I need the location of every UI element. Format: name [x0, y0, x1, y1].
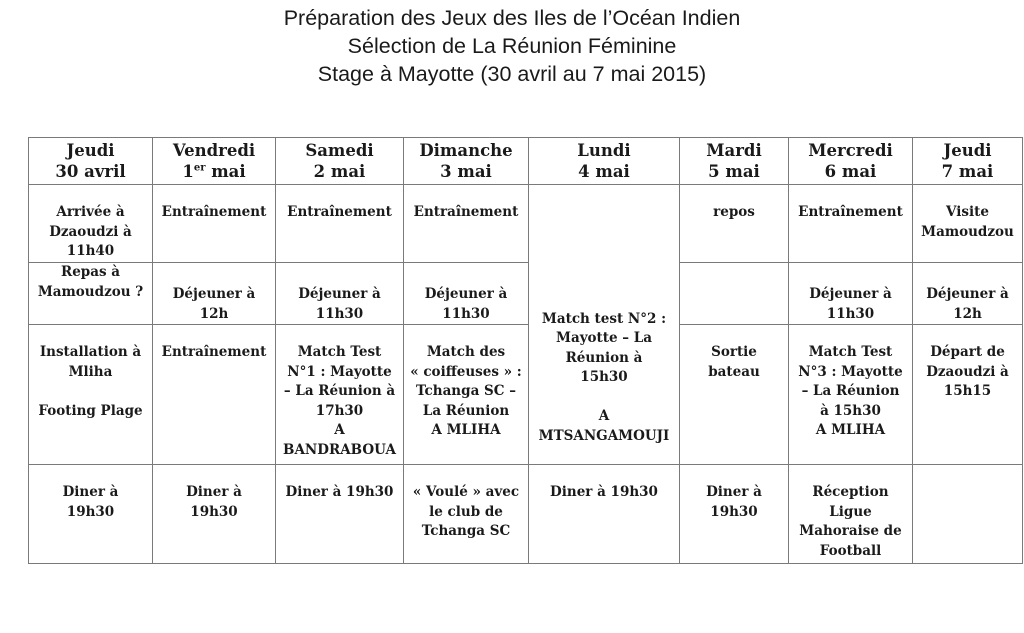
evening-row: [29, 465, 1023, 564]
cell-morning-mercredi6: Entraînement: [789, 185, 913, 263]
header-jeudi-7: Jeudi 7 mai: [913, 138, 1023, 185]
title-line-3: Stage à Mayotte (30 avril au 7 mai 2015): [317, 62, 707, 86]
cell-lunch-mercredi6: Déjeuner à 11h30: [789, 263, 913, 325]
cell-lunch-mardi5: [680, 263, 789, 325]
cell-evening-mardi5: Diner à 19h30: [680, 465, 789, 564]
title-line-2: Sélection de La Réunion Féminine: [347, 34, 677, 58]
header-lundi-4: Lundi 4 mai: [529, 138, 680, 185]
cell-evening-jeudi30: Diner à 19h30: [29, 465, 153, 564]
header-mardi-5: Mardi 5 mai: [680, 138, 789, 185]
cell-morning-jeudi30: Arrivée à Dzaoudzi à 11h40: [29, 185, 153, 263]
cell-evening-lundi4: Diner à 19h30: [529, 465, 680, 564]
cell-morning-jeudi7: Visite Mamoudzou: [913, 185, 1023, 263]
cell-afternoon-mercredi6: Match Test N°3 : Mayotte – La Réunion à 15h30 A MLIHA: [789, 325, 913, 465]
cell-lunch-jeudi30: Repas à Mamoudzou ?: [29, 263, 153, 325]
header-vendredi-1: Vendredi 1er mai: [153, 138, 276, 185]
cell-morning-vendredi1: Entraînement: [153, 185, 276, 263]
header-samedi-2: Samedi 2 mai: [276, 138, 404, 185]
cell-morning-mardi5: repos: [680, 185, 789, 263]
title-line-1: Préparation des Jeux des Iles de l’Océan Indien: [283, 6, 741, 30]
cell-lunch-jeudi7: Déjeuner à 12h: [913, 263, 1023, 325]
cell-morning-dimanche3: Entraînement: [404, 185, 529, 263]
morning-row: [29, 185, 1023, 263]
header-dimanche-3: Dimanche 3 mai: [404, 138, 529, 185]
cell-evening-mercredi6: Réception Ligue Mahoraise de Football: [789, 465, 913, 564]
afternoon-row: [29, 325, 1023, 465]
header-row: [29, 138, 1023, 185]
cell-evening-samedi2: Diner à 19h30: [276, 465, 404, 564]
cell-lunch-samedi2: Déjeuner à 11h30: [276, 263, 404, 325]
cell-afternoon-dimanche3: Match des « coiffeuses » : Tchanga SC – La Réunion A MLIHA: [404, 325, 529, 465]
cell-evening-jeudi7: [913, 465, 1023, 564]
cell-evening-dimanche3: « Voulé » avec le club de Tchanga SC: [404, 465, 529, 564]
header-mercredi-6: Mercredi 6 mai: [789, 138, 913, 185]
cell-afternoon-vendredi1: Entraînement: [153, 325, 276, 465]
cell-lunch-dimanche3: Déjeuner à 11h30: [404, 263, 529, 325]
schedule-table: [28, 137, 1023, 564]
cell-afternoon-jeudi7: Départ de Dzaoudzi à 15h15: [913, 325, 1023, 465]
cell-afternoon-mardi5: Sortie bateau: [680, 325, 789, 465]
cell-morning-samedi2: Entraînement: [276, 185, 404, 263]
cell-lunch-vendredi1: Déjeuner à 12h: [153, 263, 276, 325]
cell-evening-vendredi1: Diner à 19h30: [153, 465, 276, 564]
header-jeudi-30: Jeudi 30 avril: [29, 138, 153, 185]
cell-afternoon-samedi2: Match Test N°1 : Mayotte – La Réunion à 17h30 A BANDRABOUA: [276, 325, 404, 465]
lunch-row: [29, 263, 1023, 325]
cell-afternoon-jeudi30: Installation à Mliha Footing Plage: [29, 325, 153, 465]
cell-lundi4-match-test-2: Match test N°2 : Mayotte – La Réunion à 15h30 A MTSANGAMOUJI: [529, 185, 680, 465]
document-title: [0, 4, 1024, 88]
